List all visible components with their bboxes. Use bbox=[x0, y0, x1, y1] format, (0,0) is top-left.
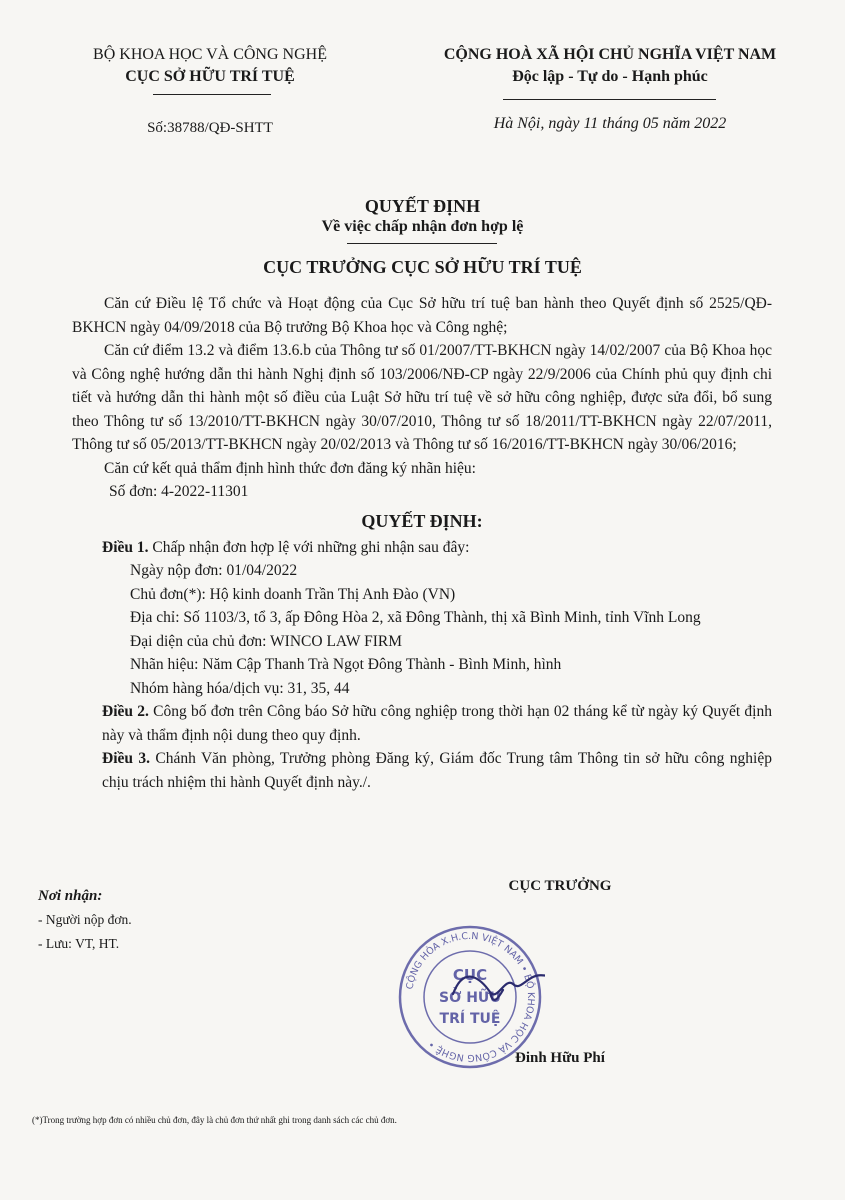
document-title: QUYẾT ĐỊNH bbox=[364, 196, 481, 216]
recipient-item: - Người nộp đơn. bbox=[38, 912, 132, 927]
signer-name: Đinh Hữu Phí bbox=[515, 1050, 605, 1066]
preamble-paragraph: Căn cứ kết quả thẩm định hình thức đơn đăng ký nhãn hiệu: bbox=[104, 459, 476, 477]
seal-center-line: SỞ HỮU bbox=[439, 990, 501, 1006]
article-1-text: Chấp nhận đơn hợp lệ với những ghi nhận sau đây: bbox=[148, 538, 470, 556]
article-2-label: Điều 2. bbox=[102, 703, 149, 720]
applicant: Chủ đơn(*): Hộ kinh doanh Trần Thị Anh Đào (VN) bbox=[130, 585, 456, 603]
article-3 bbox=[72, 747, 772, 794]
preamble-paragraph: Căn cứ điểm 13.2 và điểm 13.6.b của Thông tư số 01/2007/TT-BKHCN ngày 14/02/2007 của Bộ Khoa học và Công nghệ hướng dẫn thi hành Nghị định số 103/2006/NĐ-CP ngày 22/9/2006 của Chính phủ quy định chi tiết và hướng dẫn thi hành một số điều của Luật Sở hữu trí tuệ về sở hữu công nghiệp, được sửa đổi, bổ sung theo Thông tư số 13/2010/TT-BKHCN ngày 30/07/2010, Thông tư số 18/2011/TT-BKHCN ngày 22/07/2011, Thông tư số 05/2013/TT-BKHCN ngày 20/02/2013 và Thông tư số 16/2016/TT-BKHCN ngày 30/06/2016; bbox=[72, 342, 772, 453]
issue-date: Hà Nội, ngày 11 tháng 05 năm 2022 bbox=[493, 115, 727, 132]
seal-center-line: TRÍ TUỆ bbox=[439, 1011, 501, 1027]
representative: Đại diện của chủ đơn: WINCO LAW FIRM bbox=[130, 632, 402, 650]
document-number: Số:38788/QĐ-SHTT bbox=[147, 120, 273, 136]
signatory-title: CỤC TRƯỞNG bbox=[508, 878, 612, 894]
document-body bbox=[72, 292, 772, 794]
filing-date: Ngày nộp đơn: 01/04/2022 bbox=[130, 562, 298, 579]
recipients-heading: Nơi nhận: bbox=[38, 888, 103, 904]
national-motto: Độc lập - Tự do - Hạnh phúc bbox=[512, 68, 708, 85]
decision-heading: QUYẾT ĐỊNH: bbox=[361, 510, 483, 531]
header-divider-left bbox=[153, 94, 271, 95]
national-header bbox=[405, 44, 815, 88]
seal-center-line: CỤC bbox=[452, 966, 488, 984]
applicant-address: Địa chỉ: Số 1103/3, tổ 3, ấp Đông Hòa 2, xã Đông Thành, thị xã Bình Minh, tỉnh Vĩnh Long bbox=[130, 609, 701, 626]
subject-underline bbox=[347, 243, 497, 244]
article-3-text: Chánh Văn phòng, Trưởng phòng Đăng ký, Giám đốc Trung tâm Thông tin sở hữu công nghiệp chịu trách nhiệm thi hành Quyết định này./. bbox=[102, 750, 772, 791]
footnote: (*)Trong trường hợp đơn có nhiều chủ đơn, đây là chủ đơn thứ nhất ghi trong danh sách các chủ đơn. bbox=[32, 1115, 397, 1125]
preamble-paragraph: Căn cứ Điều lệ Tổ chức và Hoạt động của Cục Sở hữu trí tuệ ban hành theo Quyết định số 2525/QĐ-BKHCN ngày 04/09/2018 của Bộ trưởng Bộ Khoa học và Công nghệ; bbox=[72, 295, 772, 336]
article-3-label: Điều 3. bbox=[102, 750, 151, 767]
trademark: Nhãn hiệu: Năm Cập Thanh Trà Ngọt Đông Thành - Bình Minh, hình bbox=[130, 656, 562, 673]
article-1 bbox=[72, 536, 772, 560]
article-2 bbox=[72, 700, 772, 747]
article-1-label: Điều 1. bbox=[102, 538, 149, 556]
recipient-item: - Lưu: VT, HT. bbox=[38, 936, 120, 951]
office-name: CỤC SỞ HỮU TRÍ TUỆ bbox=[125, 68, 295, 85]
application-number: Số đơn: 4-2022-11301 bbox=[109, 483, 249, 500]
issuer-header bbox=[60, 44, 360, 88]
ministry-name: BỘ KHOA HỌC VÀ CÔNG NGHỆ bbox=[93, 46, 327, 63]
document-subject: Về việc chấp nhận đơn hợp lệ bbox=[321, 218, 524, 235]
goods-services-classes: Nhóm hàng hóa/dịch vụ: 31, 35, 44 bbox=[130, 679, 350, 697]
country-name: CỘNG HOÀ XÃ HỘI CHỦ NGHĨA VIỆT NAM bbox=[443, 46, 777, 63]
header-divider-right bbox=[503, 99, 716, 100]
article-2-text: Công bố đơn trên Công báo Sở hữu công nghiệp trong thời hạn 02 tháng kể từ ngày ký Quyết định này và thẩm định nội dung theo quy định. bbox=[102, 703, 772, 744]
seal-ring-text: CỘNG HÒA X.H.C.N VIỆT NAM • BỘ KHOA HỌC VÀ CÔNG NGHỆ • bbox=[404, 930, 537, 1064]
issuing-authority: CỤC TRƯỞNG CỤC SỞ HỮU TRÍ TUỆ bbox=[263, 257, 582, 277]
